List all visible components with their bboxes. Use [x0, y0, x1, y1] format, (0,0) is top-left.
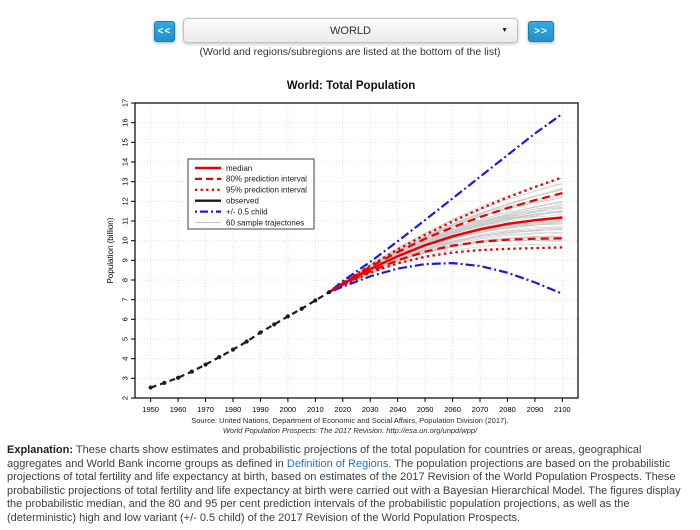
- prev-region-button[interactable]: <<: [154, 21, 175, 42]
- svg-text:13: 13: [120, 177, 130, 186]
- svg-text:9: 9: [120, 258, 130, 263]
- svg-text:2040: 2040: [389, 405, 407, 414]
- chart-source: [0, 416, 700, 435]
- svg-text:2060: 2060: [444, 405, 461, 414]
- explanation-label: Explanation:: [7, 444, 74, 456]
- explanation-after-link: . The population projections are based on the probabilistic projections of total fertility and life expectancy at birth, based on estimates of the 2017 Revision of the World Population Prospects. These probabilistic projections of total fertility and life expectancy at birth were carried out with a Bayesian Hierarchical Model. The figures display the probabilistic median, and the 80 and 95 per cent prediction intervals of the probabilistic population projections, as well as the (deterministic) high and low variant (+/- 0.5 child) of the 2017 Revision of the World Population Prospects.: [7, 457, 681, 524]
- svg-text:2010: 2010: [306, 405, 324, 414]
- svg-text:17: 17: [120, 98, 130, 108]
- next-region-button[interactable]: >>: [528, 21, 554, 42]
- svg-text:11: 11: [120, 217, 130, 225]
- svg-text:3: 3: [120, 376, 130, 381]
- svg-text:5: 5: [120, 336, 130, 342]
- svg-text:Population (billion): Population (billion): [106, 217, 115, 284]
- svg-text:80% prediction interval: 80% prediction interval: [226, 174, 307, 184]
- region-select-value: WORLD: [330, 24, 371, 37]
- region-select[interactable]: [183, 18, 518, 43]
- explanation-text: [7, 444, 693, 526]
- svg-text:16: 16: [120, 118, 130, 127]
- region-list-hint: (World and regions/subregions are listed at the bottom of the list): [199, 46, 501, 58]
- explanation-before-link: These charts show estimates and probabilistic projections of the total population for countries or areas, geographical aggregates and World Bank income groups as defined in: [7, 444, 642, 470]
- svg-text:1990: 1990: [252, 405, 269, 414]
- svg-text:observed: observed: [226, 196, 259, 206]
- chart-title: World: Total Population: [286, 80, 416, 92]
- svg-text:10: 10: [120, 236, 130, 245]
- svg-text:95% prediction interval: 95% prediction interval: [226, 185, 307, 195]
- svg-text:6: 6: [120, 317, 130, 322]
- svg-text:8: 8: [120, 277, 130, 283]
- svg-text:7: 7: [120, 297, 130, 302]
- svg-text:1960: 1960: [169, 405, 187, 414]
- definition-of-regions-link[interactable]: Definition of Regions: [286, 457, 389, 470]
- svg-text:median: median: [226, 163, 253, 173]
- svg-text:2100: 2100: [554, 405, 571, 414]
- svg-text:2080: 2080: [499, 405, 516, 414]
- svg-text:15: 15: [120, 138, 130, 147]
- svg-text:1950: 1950: [142, 405, 159, 414]
- svg-text:60 sample trajectories: 60 sample trajectories: [226, 218, 305, 228]
- svg-text:2030: 2030: [361, 405, 379, 414]
- chart-source-line2: World Population Prospects: The 2017 Revision. http://esa.un.org/unpd/wpp/: [222, 425, 478, 435]
- svg-text:14: 14: [120, 157, 130, 167]
- svg-text:12: 12: [120, 197, 130, 206]
- svg-text:+/- 0.5 child: +/- 0.5 child: [226, 207, 268, 217]
- chart-source-line1: Source: United Nations, Department of Economic and Social Affairs, Population Division (2017).: [191, 416, 509, 425]
- population-chart: [105, 94, 597, 418]
- svg-text:2070: 2070: [471, 405, 489, 414]
- svg-text:2050: 2050: [416, 405, 434, 414]
- svg-text:2000: 2000: [279, 405, 297, 414]
- svg-text:2020: 2020: [334, 405, 352, 414]
- svg-text:2090: 2090: [526, 405, 544, 414]
- svg-text:4: 4: [120, 356, 130, 361]
- chevron-down-icon: ▼: [501, 27, 508, 34]
- svg-text:1970: 1970: [197, 405, 214, 414]
- svg-text:2: 2: [120, 395, 130, 401]
- svg-text:1980: 1980: [224, 405, 242, 414]
